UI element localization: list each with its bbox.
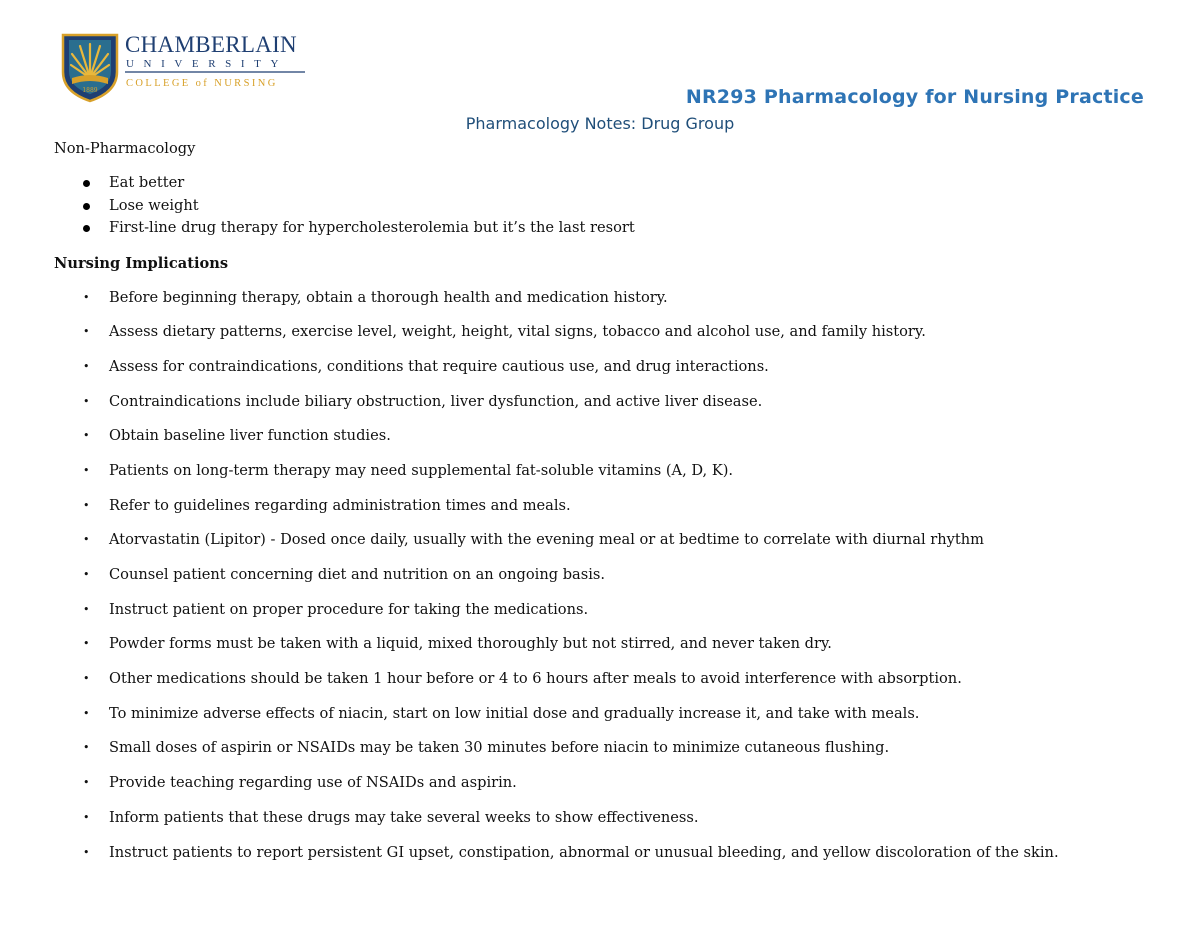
logo-name-line3: COLLEGE of NURSING [126,78,278,89]
bullet-icon: • [83,672,90,686]
bullet-icon: • [83,568,90,581]
list-item: • Other medications should be taken 1 hour before or 4 to 6 hours after meals to avoid interference with absorption. [54,668,1174,703]
bullet-icon: • [83,394,90,408]
non-pharmacology-heading: Non-Pharmacology [54,140,196,157]
nursing-implications-list [54,287,1174,877]
list-item: • Inform patients that these drugs may take several weeks to show effectiveness. [54,807,1174,842]
bullet-icon: • [83,845,90,859]
bullet-icon: • [83,429,90,443]
logo-name-line2: UNIVERSITY [126,58,288,70]
bullet-icon: • [83,741,90,755]
list-item: • Contraindications include biliary obstruction, liver dysfunction, and active liver disease. [54,391,1174,426]
bullet-icon: • [83,602,90,616]
list-item: • Instruct patient on proper procedure for taking the medications. [54,599,1174,634]
list-item: First-line drug therapy for hypercholesterolemia but it’s the last resort [54,217,1174,240]
logo-name-line1: CHAMBERLAIN [125,32,297,57]
list-item: • Counsel patient concerning diet and nutrition on an ongoing basis. [54,564,1174,599]
logo-year: 1889 [82,87,98,94]
chamberlain-logo [60,32,310,104]
shield-icon [63,35,117,101]
bullet-icon: • [83,359,90,373]
course-title: NR293 Pharmacology for Nursing Practice [685,86,1144,108]
list-item: • Small doses of aspirin or NSAIDs may be taken 30 minutes before niacin to minimize cutaneous flushing. [54,737,1174,772]
bullet-icon [83,180,90,187]
bullet-icon [83,203,90,210]
document-subtitle: Pharmacology Notes: Drug Group [465,114,735,133]
list-item: Eat better [54,172,1174,195]
list-item: • Assess for contraindications, conditions that require cautious use, and drug interactions. [54,356,1174,391]
bullet-icon: • [83,463,90,477]
list-item: Lose weight [54,195,1174,218]
list-item: • To minimize adverse effects of niacin, start on low initial dose and gradually increase it, and take with meals. [54,703,1174,738]
list-item: • Powder forms must be taken with a liquid, mixed thoroughly but not stirred, and never taken dry. [54,633,1174,668]
non-pharmacology-list [54,172,1174,240]
nursing-implications-heading: Nursing Implications [54,254,229,272]
bullet-icon: • [83,290,90,304]
list-item: • Patients on long-term therapy may need supplemental fat-soluble vitamins (A, D, K). [54,460,1174,495]
bullet-icon: • [83,498,90,512]
list-item: • Provide teaching regarding use of NSAIDs and aspirin. [54,772,1174,807]
list-item: • Assess dietary patterns, exercise level, weight, height, vital signs, tobacco and alcohol use, and family history. [54,321,1174,356]
bullet-icon: • [83,533,90,547]
bullet-icon: • [83,810,90,824]
list-item: • Before beginning therapy, obtain a thorough health and medication history. [54,287,1174,322]
bullet-icon: • [83,776,90,790]
document-body [54,137,1174,876]
list-item: • Atorvastatin (Lipitor) - Dosed once daily, usually with the evening meal or at bedtime to correlate with diurnal rhythm [54,529,1174,564]
bullet-icon: • [83,637,90,651]
bullet-icon: • [83,325,90,339]
bullet-icon: • [83,706,90,720]
list-item: • Instruct patients to report persistent GI upset, constipation, abnormal or unusual bleeding, and yellow discoloration of the skin. [54,842,1174,877]
list-item: • Obtain baseline liver function studies. [54,425,1174,460]
bullet-icon [83,225,90,232]
list-item: • Refer to guidelines regarding administration times and meals. [54,495,1174,530]
